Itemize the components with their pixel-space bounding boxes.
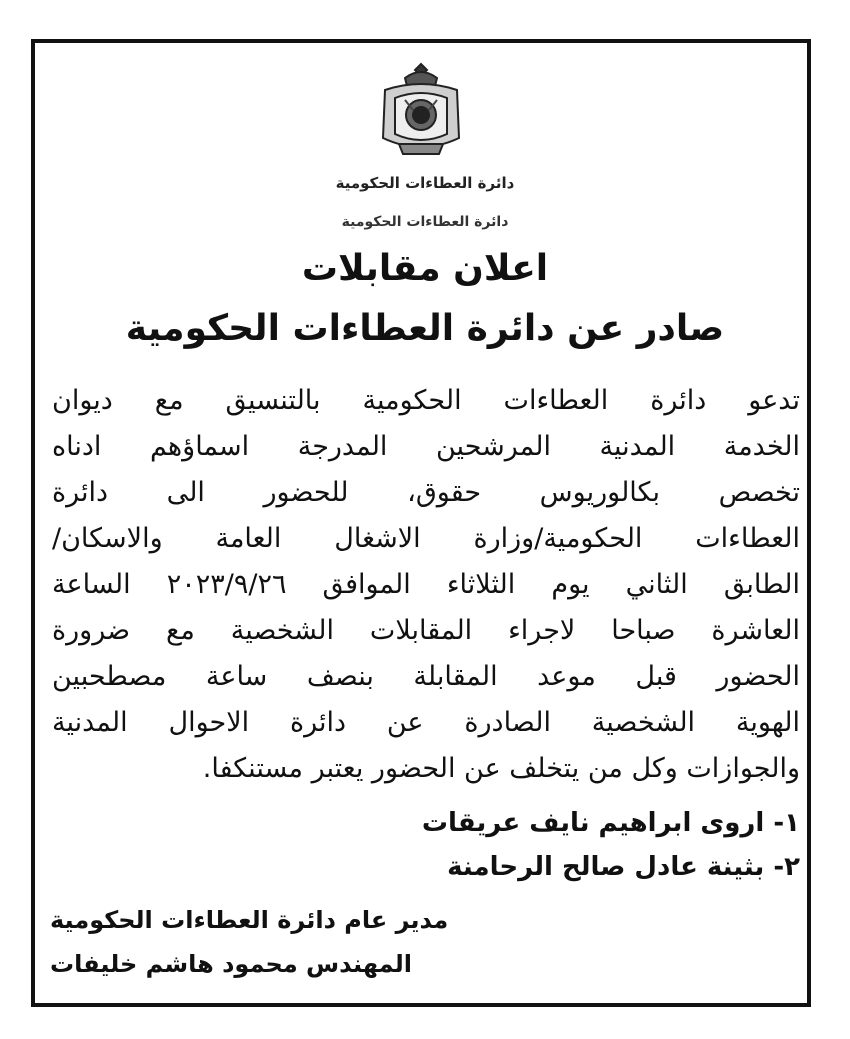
announcement-title: اعلان مقابلات <box>301 248 549 289</box>
department-name-logo-text: دائرة العطاءات الحكومية <box>335 174 515 192</box>
body-line-2: الخدمة المدنية المرشحين المدرجة اسماؤهم ادناه <box>52 431 800 462</box>
body-line-4: العطاءات الحكومية/وزارة الاشغال العامة والاسكان/ <box>52 523 800 554</box>
body-line-3: تخصص بكالوريوس حقوق، للحضور الى دائرة <box>52 477 800 508</box>
candidate-2: ٢- بثينة عادل صالح الرحامنة <box>447 852 800 882</box>
body-line-6: العاشرة صباحا لاجراء المقابلات الشخصية مع ضرورة <box>52 615 800 646</box>
department-name-subtitle: دائرة العطاءات الحكومية <box>341 214 509 230</box>
candidate-1: ١- اروى ابراهيم نايف عريقات <box>421 808 800 838</box>
body-line-5: الطابق الثاني يوم الثلاثاء الموافق ٢٠٢٣/٩/٢٦ الساعة <box>52 569 801 600</box>
body-line-8: الهوية الشخصية الصادرة عن دائرة الاحوال المدنية <box>52 707 800 738</box>
body-line-7: الحضور قبل موعد المقابلة بنصف ساعة مصطحبين <box>52 661 800 692</box>
body-line-1: تدعو دائرة العطاءات الحكومية بالتنسيق مع ديوان <box>52 385 800 416</box>
signature-name: المهندس محمود هاشم خليفات <box>50 950 412 978</box>
announcement-subtitle: صادر عن دائرة العطاءات الحكومية <box>125 308 725 349</box>
signature-title: مدير عام دائرة العطاءات الحكومية <box>50 906 449 934</box>
body-line-9: والجوازات وكل من يتخلف عن الحضور يعتبر مستنكفا. <box>202 753 800 784</box>
coat-of-arms-emblem <box>375 60 467 164</box>
